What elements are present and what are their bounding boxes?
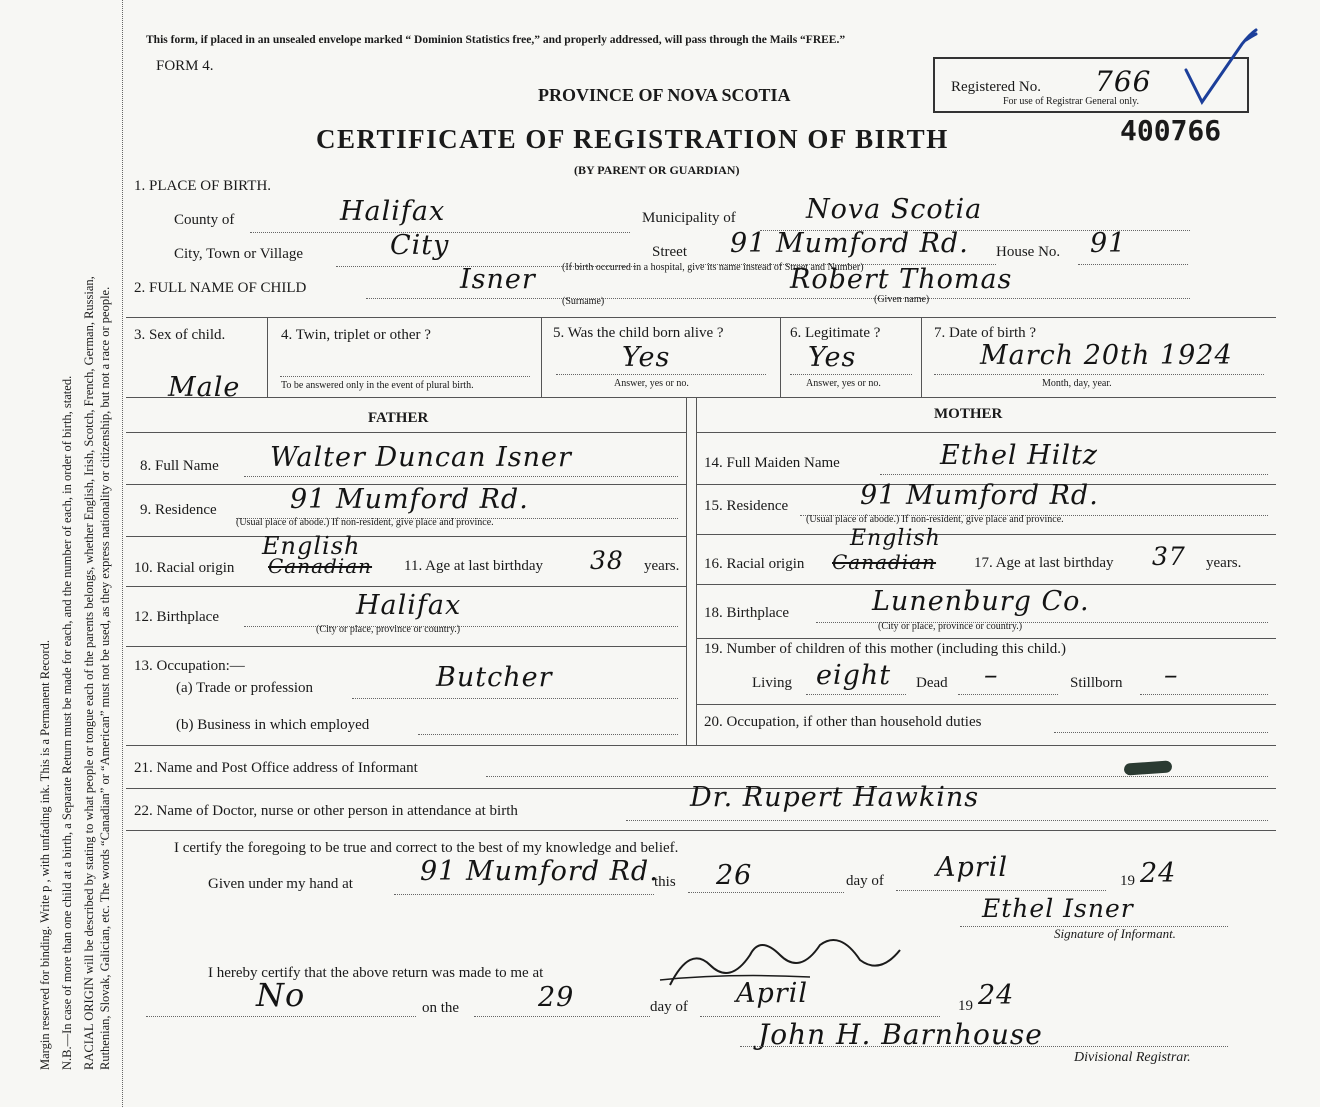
father-residence-note: (Usual place of abode.) If non-resident, give place and province. (236, 517, 494, 528)
dead-label: Dead (916, 675, 948, 691)
mother-birthplace-value: Lunenburg Co. (872, 586, 1090, 617)
mother-residence-note: (Usual place of abode.) If non-resident, give place and province. (806, 514, 1064, 525)
registrar-on-label: on the (422, 1000, 460, 1016)
certify-day-of-label: day of (846, 873, 884, 889)
this-label: this (654, 874, 676, 890)
father-name-value: Walter Duncan Isner (270, 442, 572, 473)
mother-name-label: 14. Full Maiden Name (704, 455, 840, 471)
children-count-label: 19. Number of children of this mother (including this child.) (704, 641, 1067, 657)
checkmark-icon (1180, 18, 1280, 108)
mother-age-label: 17. Age at last birthday (974, 555, 1114, 571)
mother-occupation-label: 20. Occupation, if other than household duties (704, 714, 982, 730)
registrar-text: I hereby certify that the above return was made to me at (208, 965, 544, 981)
mother-name-value: Ethel Hiltz (940, 440, 1099, 471)
certify-year-suffix: 24 (1140, 858, 1177, 889)
mother-racial-label: 16. Racial origin (704, 556, 805, 572)
plural-birth-note: To be answered only in the event of plural birth. (281, 380, 474, 391)
living-label: Living (752, 675, 792, 691)
place-of-birth-label: 1. PLACE OF BIRTH. (134, 178, 272, 194)
city-label: City, Town or Village (174, 246, 304, 262)
father-trade-value: Butcher (436, 662, 553, 693)
mother-residence-value: 91 Mumford Rd. (860, 480, 1099, 511)
house-value: 91 (1090, 228, 1127, 259)
father-business-label: (b) Business in which employed (176, 717, 370, 733)
mail-notice: This form, if placed in an unsealed envelope marked “ Dominion Statistics free,” and properly addressed, will pass through the Mails “FREE.” (146, 34, 846, 46)
registrar-year-suffix: 24 (978, 980, 1015, 1011)
father-age-label: 11. Age at last birthday (404, 558, 543, 574)
given-under-label: Given under my hand at (208, 876, 353, 892)
dob-value: March 20th 1924 (980, 340, 1233, 371)
mother-racial-struck: Canadian (832, 550, 937, 574)
attendant-label: 22. Name of Doctor, nurse or other person in attendance at birth (134, 803, 518, 819)
ink-blot (1124, 760, 1173, 775)
certify-month: April (936, 852, 1008, 883)
stillborn-label: Stillborn (1070, 675, 1123, 691)
informant-signature: Ethel Isner (982, 894, 1134, 923)
registrar-place-mark: No (256, 976, 306, 1014)
registrar-signature: John H. Barnhouse (758, 1018, 1043, 1051)
certify-text: I certify the foregoing to be true and correct to the best of my knowledge and belief. (174, 840, 679, 856)
father-age-unit: years. (644, 558, 680, 574)
house-label: House No. (996, 244, 1061, 260)
father-occupation-label: 13. Occupation:— (134, 658, 245, 674)
mother-age-value: 37 (1152, 542, 1186, 571)
registrar-day-of-label: day of (650, 999, 688, 1015)
certify-year-prefix: 19 (1120, 873, 1135, 889)
mother-birthplace-note: (City or place, province or country.) (878, 621, 1023, 632)
sidebar-line-1: Margin reserved for binding. Write p , with unfading ink. This is a Permanent Record. (38, 640, 52, 1070)
registered-note: For use of Registrar General only. (1003, 96, 1139, 107)
child-given-name: Robert Thomas (790, 264, 1013, 295)
informant-label: 21. Name and Post Office address of Informant (134, 760, 418, 776)
county-label: County of (174, 212, 235, 228)
legitimate-label: 6. Legitimate ? (790, 325, 881, 341)
child-surname: Isner (460, 264, 536, 295)
registrar-month: April (736, 978, 808, 1009)
dob-label: 7. Date of birth ? (934, 325, 1037, 341)
registered-label: Registered No. (951, 79, 1041, 95)
mother-residence-label: 15. Residence (704, 498, 789, 514)
registrar-caption: Divisional Registrar. (1074, 1050, 1191, 1065)
form-number: FORM 4. (156, 58, 214, 74)
mother-heading: MOTHER (934, 406, 1003, 422)
given-name-caption: (Given name) (874, 294, 930, 305)
legitimate-value: Yes (808, 342, 857, 373)
father-racial-value: English (262, 532, 361, 560)
margin-perforation (122, 0, 123, 1107)
registered-number: 766 (1095, 65, 1152, 98)
father-birthplace-label: 12. Birthplace (134, 609, 219, 625)
binding-margin (0, 0, 118, 1107)
stillborn-value: – (1164, 660, 1179, 691)
municipality-value: Nova Scotia (806, 194, 983, 225)
sex-label: 3. Sex of child. (134, 327, 226, 343)
mother-racial-value: English (850, 526, 941, 551)
father-birthplace-value: Halifax (356, 590, 462, 621)
hospital-note: (If birth occurred in a hospital, give its name instead of Street and Number) (562, 262, 864, 273)
father-name-label: 8. Full Name (140, 458, 219, 474)
child-name-label: 2. FULL NAME OF CHILD (134, 280, 307, 296)
street-value: 91 Mumford Rd. (730, 228, 969, 259)
certify-place: 91 Mumford Rd. (420, 856, 659, 887)
registrar-day: 29 (538, 982, 575, 1013)
street-label: Street (652, 244, 687, 260)
sidebar-line-2: N.B.—In case of more than one child at a birth, a Separate Return must be made for each, and the number of each, in order of birth, stated. (60, 375, 74, 1070)
city-value: City (390, 230, 450, 261)
county-value: Halifax (340, 196, 446, 227)
page-title: CERTIFICATE OF REGISTRATION OF BIRTH (316, 124, 949, 154)
stamped-number: 400766 (1120, 114, 1222, 147)
plural-birth-label: 4. Twin, triplet or other ? (281, 327, 431, 343)
province-title: PROVINCE OF NOVA SCOTIA (538, 85, 791, 105)
certify-day: 26 (716, 860, 753, 891)
father-racial-struck: Canadian (268, 554, 373, 578)
born-alive-note: Answer, yes or no. (614, 378, 689, 389)
dead-value: – (984, 660, 999, 691)
municipality-label: Municipality of (642, 210, 736, 226)
father-residence-label: 9. Residence (140, 502, 217, 518)
mother-birthplace-label: 18. Birthplace (704, 605, 789, 621)
born-alive-value: Yes (622, 342, 671, 373)
sidebar-line-4: Ruthenian, Slovak, Galician, etc. The words “Canadian” or “American” must not be used, as they express nationality or citizenship, but not a race or people. (98, 286, 112, 1070)
sex-value: Male (168, 372, 241, 403)
attendant-value: Dr. Rupert Hawkins (690, 782, 980, 813)
page-subtitle: (BY PARENT OR GUARDIAN) (574, 163, 740, 177)
father-trade-label: (a) Trade or profession (176, 680, 314, 696)
dob-note: Month, day, year. (1042, 378, 1112, 389)
father-birthplace-note: (City or place, province or country.) (316, 624, 461, 635)
born-alive-label: 5. Was the child born alive ? (553, 325, 724, 341)
surname-caption: (Surname) (562, 296, 605, 307)
registrar-year-prefix: 19 (958, 998, 973, 1014)
father-age-value: 38 (590, 546, 624, 575)
father-residence-value: 91 Mumford Rd. (290, 484, 529, 515)
father-heading: FATHER (368, 410, 429, 426)
informant-signature-caption: Signature of Informant. (1054, 926, 1176, 941)
sidebar-line-3: RACIAL ORIGIN will be described by stating to what people or tongue each of the parents belongs, whether English, Irish, Scotch, French, German, Russian, (82, 276, 96, 1070)
mother-age-unit: years. (1206, 555, 1242, 571)
living-value: eight (816, 660, 892, 691)
father-racial-label: 10. Racial origin (134, 560, 235, 576)
legitimate-note: Answer, yes or no. (806, 378, 881, 389)
